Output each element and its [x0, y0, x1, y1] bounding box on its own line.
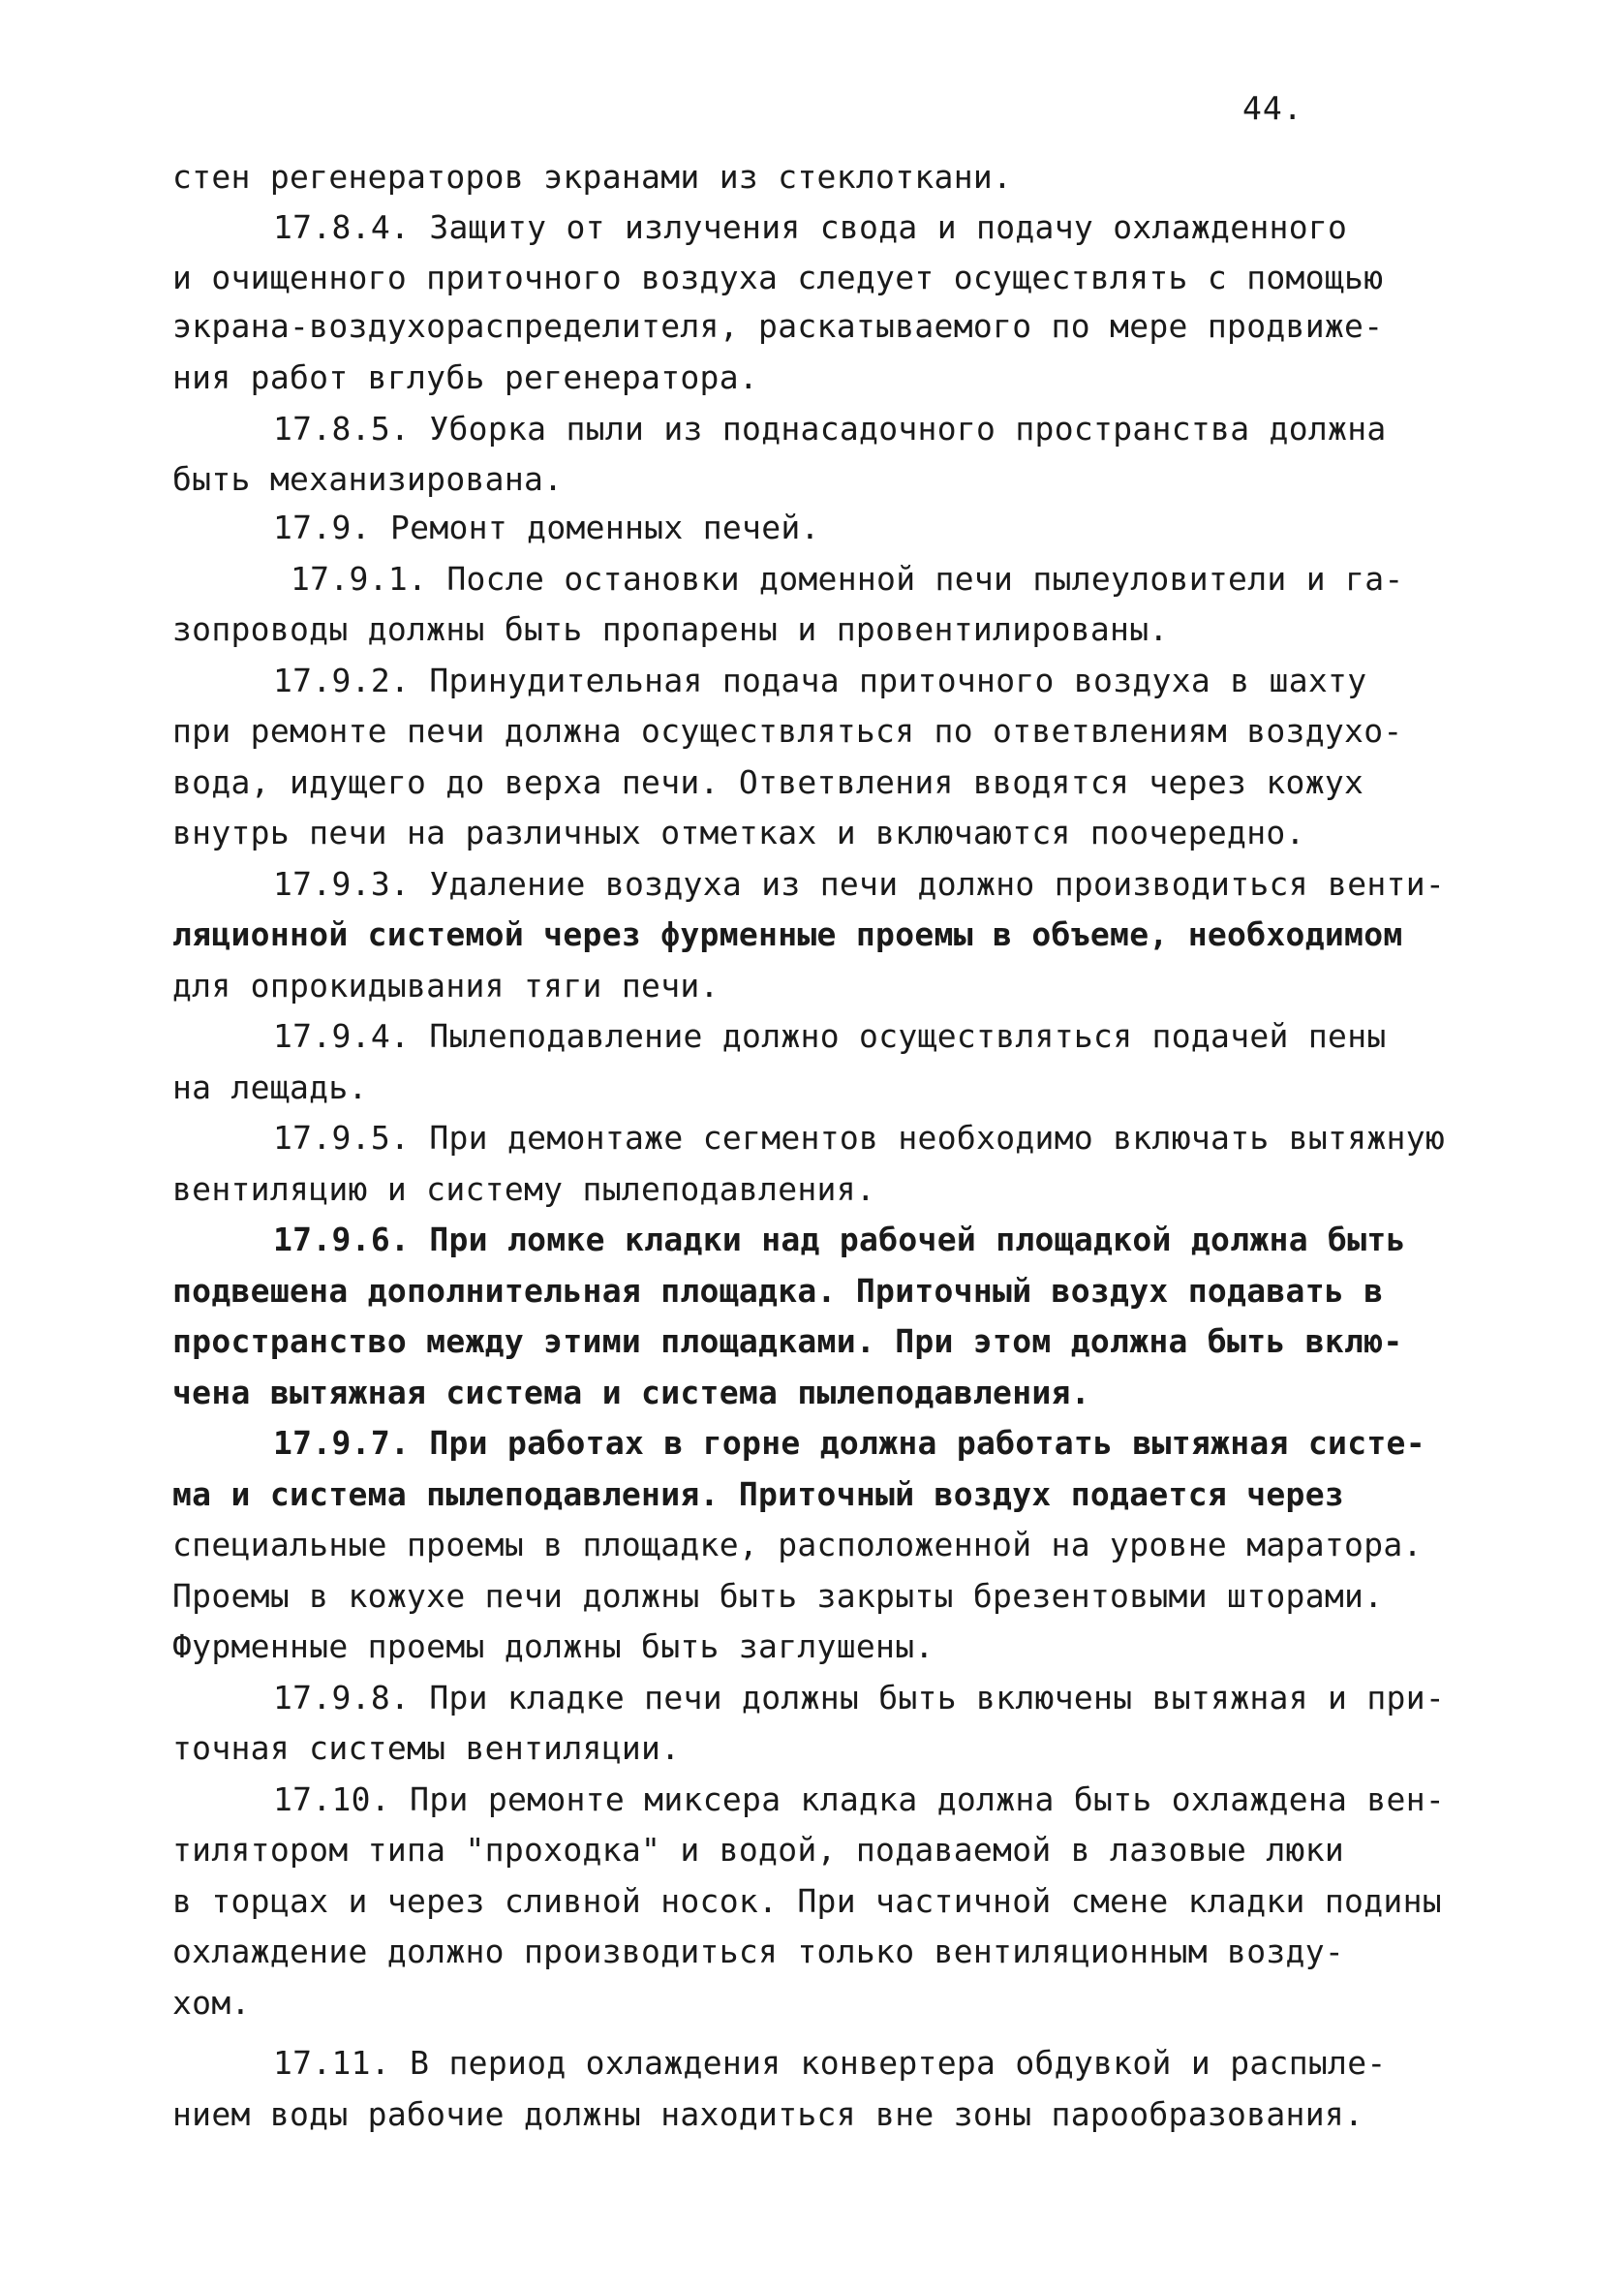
- text-line: 17.8.5. Уборка пыли из поднасадочного пространства должна: [273, 410, 1387, 448]
- text-line: 17.9.1. После остановки доменной печи пылеуловители и га-: [291, 560, 1404, 598]
- text-line: Проемы в кожухе печи должны быть закрыты брезентовыми шторами.: [172, 1577, 1384, 1615]
- text-line: 17.9.8. При кладке печи должны быть включены вытяжная и при-: [273, 1679, 1446, 1717]
- text-line: специальные проемы в площадке, расположенной на уровне маратора.: [172, 1526, 1423, 1563]
- text-line: ния работ вглубь регенератора.: [172, 358, 759, 396]
- text-line: быть механизирована.: [172, 460, 564, 498]
- text-line: точная системы вентиляции.: [172, 1729, 681, 1767]
- text-line: 17.11. В период охлаждения конвертера обдувкой и распыле-: [273, 2044, 1387, 2082]
- text-line: 17.9.3. Удаление воздуха из печи должно производиться венти-: [273, 865, 1446, 903]
- text-line: для опрокидывания тяги печи.: [172, 967, 720, 1005]
- text-line: подвешена дополнительная площадка. Приточный воздух подавать в: [172, 1272, 1384, 1310]
- text-line: зопроводы должны быть пропарены и провентилированы.: [172, 610, 1169, 648]
- text-line: чена вытяжная система и система пылеподавления.: [172, 1374, 1090, 1411]
- text-line: вода, идущего до верха печи. Ответвления вводятся через кожух: [172, 763, 1364, 801]
- text-line: 17.9.7. При работах в горне должна работать вытяжная систе-: [273, 1424, 1425, 1462]
- text-line: 17.10. При ремонте миксера кладка должна быть охлаждена вен-: [273, 1780, 1446, 1818]
- text-line: ма и система пылеподавления. Приточный воздух подается через: [172, 1475, 1345, 1513]
- text-line: 17.9.5. При демонтаже сегментов необходимо включать вытяжную: [273, 1119, 1446, 1157]
- text-line: 17.9.6. При ломке кладки над рабочей площадкой должна быть: [273, 1221, 1406, 1258]
- text-line: охлаждение должно производиться только вентиляционным возду-: [172, 1933, 1345, 1970]
- text-line: 17.8.4. Защиту от излучения свода и подачу охлажденного: [273, 208, 1348, 246]
- text-line: стен регенераторов экранами из стеклоткани.: [172, 158, 1013, 196]
- section-heading: 17.9. Ремонт доменных печей.: [273, 509, 820, 546]
- text-line: внутрь печи на различных отметках и включаются поочередно.: [172, 814, 1305, 851]
- text-line: при ремонте печи должна осуществляться по ответвлениям воздухо-: [172, 712, 1403, 750]
- text-line: пространство между этими площадками. При этом должна быть вклю-: [172, 1322, 1403, 1360]
- text-line: нием воды рабочие должны находиться вне зоны парообразования.: [172, 2095, 1364, 2133]
- text-line: экрана-воздухораспределителя, раскатываемого по мере продвиже-: [172, 307, 1384, 345]
- text-line: хом.: [172, 1984, 251, 2022]
- text-line: 17.9.2. Принудительная подача приточного воздуха в шахту: [273, 662, 1367, 699]
- text-line: и очищенного приточного воздуха следует осуществлять с помощью: [172, 259, 1384, 296]
- text-line: 17.9.4. Пылеподавление должно осуществляться подачей пены: [273, 1017, 1387, 1055]
- text-line: тилятором типа "проходка" и водой, подаваемой в лазовые люки: [172, 1831, 1345, 1869]
- text-line: в торцах и через сливной носок. При частичной смене кладки подины: [172, 1882, 1442, 1920]
- text-line: Фурменные проемы должны быть заглушены.: [172, 1627, 935, 1665]
- text-line: вентиляцию и систему пылеподавления.: [172, 1170, 876, 1208]
- text-line: на лещадь.: [172, 1068, 368, 1106]
- page-number: 44.: [1242, 89, 1303, 127]
- text-line: ляционной системой через фурменные проемы в объеме, необходимом: [172, 915, 1403, 953]
